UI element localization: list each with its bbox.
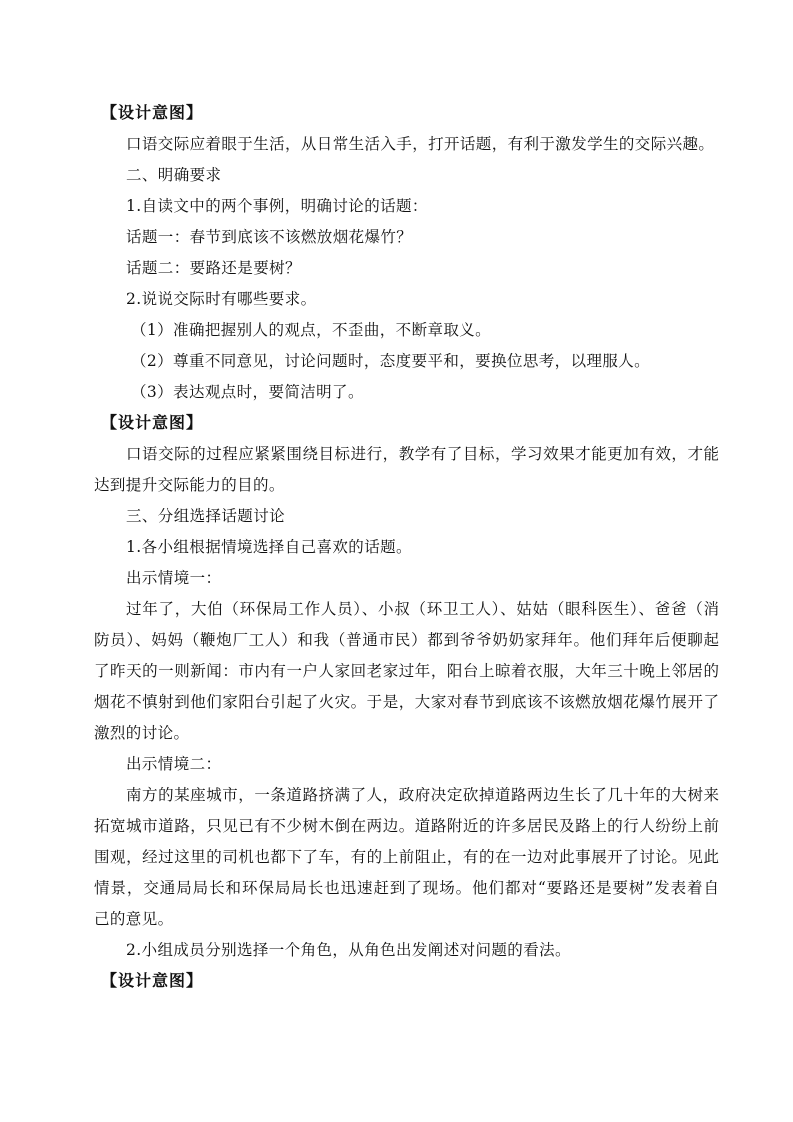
design-intent-paragraph-1: 口语交际应着眼于生活，从日常生活入手，打开话题，有利于激发学生的交际兴趣。 bbox=[126, 135, 715, 153]
design-intent-paragraph-2-line-1: 口语交际的过程应紧紧围绕目标进行，教学有了目标，学习效果才能更加有效，才能 bbox=[126, 445, 719, 463]
scene-two-line-1: 南方的某座城市，一条道路挤满了人，政府决定砍掉道路两边生长了几十年的大树来 bbox=[126, 786, 719, 804]
design-intent-paragraph-2-line-2: 达到提升交际能力的目的。 bbox=[94, 476, 285, 494]
scene-one-line-1: 过年了，大伯（环保局工作人员）、小叔（环卫工人）、姑姑（眼科医生）、爸爸（消 bbox=[126, 600, 719, 618]
scene-one-line-5: 激烈的讨论。 bbox=[94, 724, 190, 742]
topic-one: 话题一：春节到底该不该燃放烟花爆竹？ bbox=[126, 228, 413, 246]
section-title-requirements: 二、明确要求 bbox=[126, 166, 222, 184]
scene-two-line-4: 情景，交通局局长和环保局局长也迅速赶到了现场。他们都对“要路还是要树”发表着自 bbox=[94, 879, 719, 897]
group-item-2: 2.小组成员分别选择一个角色，从角色出发阐述对问题的看法。 bbox=[126, 941, 571, 959]
scene-two-line-3: 围观，经过这里的司机也都下了车，有的上前阻止，有的在一边对此事展开了讨论。见此 bbox=[94, 848, 719, 866]
requirement-sub-1: （1）准确把握别人的观点，不歪曲，不断章取义。 bbox=[131, 321, 492, 339]
scene-two-line-2: 拓宽城市道路，只见已有不少树木倒在两边。道路附近的许多居民及路上的行人纷纷上前 bbox=[94, 817, 719, 835]
scene-one-line-3: 了昨天的一则新闻：市内有一户人家回老家过年，阳台上晾着衣服，大年三十晚上邻居的 bbox=[94, 662, 719, 680]
section-title-group-discussion: 三、分组选择话题讨论 bbox=[126, 507, 286, 525]
topic-two: 话题二：要路还是要树？ bbox=[126, 259, 301, 277]
requirement-item-1: 1.自读文中的两个事例，明确讨论的话题： bbox=[126, 197, 428, 215]
requirement-sub-2: （2）尊重不同意见，讨论问题时，态度要平和，要换位思考，以理服人。 bbox=[131, 352, 651, 370]
scene-one-label: 出示情境一： bbox=[126, 569, 222, 587]
scene-two-label: 出示情境二： bbox=[126, 755, 222, 773]
requirement-sub-3: （3）表达观点时，要简洁明了。 bbox=[131, 383, 364, 401]
design-intent-heading-3: 【设计意图】 bbox=[101, 971, 204, 990]
design-intent-heading-1: 【设计意图】 bbox=[101, 103, 204, 122]
group-item-1: 1.各小组根据情境选择自己喜欢的话题。 bbox=[126, 538, 412, 556]
scene-two-line-5: 己的意见。 bbox=[94, 910, 174, 928]
design-intent-heading-2: 【设计意图】 bbox=[101, 413, 204, 432]
scene-one-line-4: 烟花不慎射到他们家阳台引起了火灾。于是，大家对春节到底该不该燃放烟花爆竹展开了 bbox=[94, 693, 719, 711]
scene-one-line-2: 防员）、妈妈（鞭炮厂工人）和我（普通市民）都到爷爷奶奶家拜年。他们拜年后便聊起 bbox=[94, 631, 719, 649]
requirement-item-2: 2.说说交际时有哪些要求。 bbox=[126, 290, 317, 308]
